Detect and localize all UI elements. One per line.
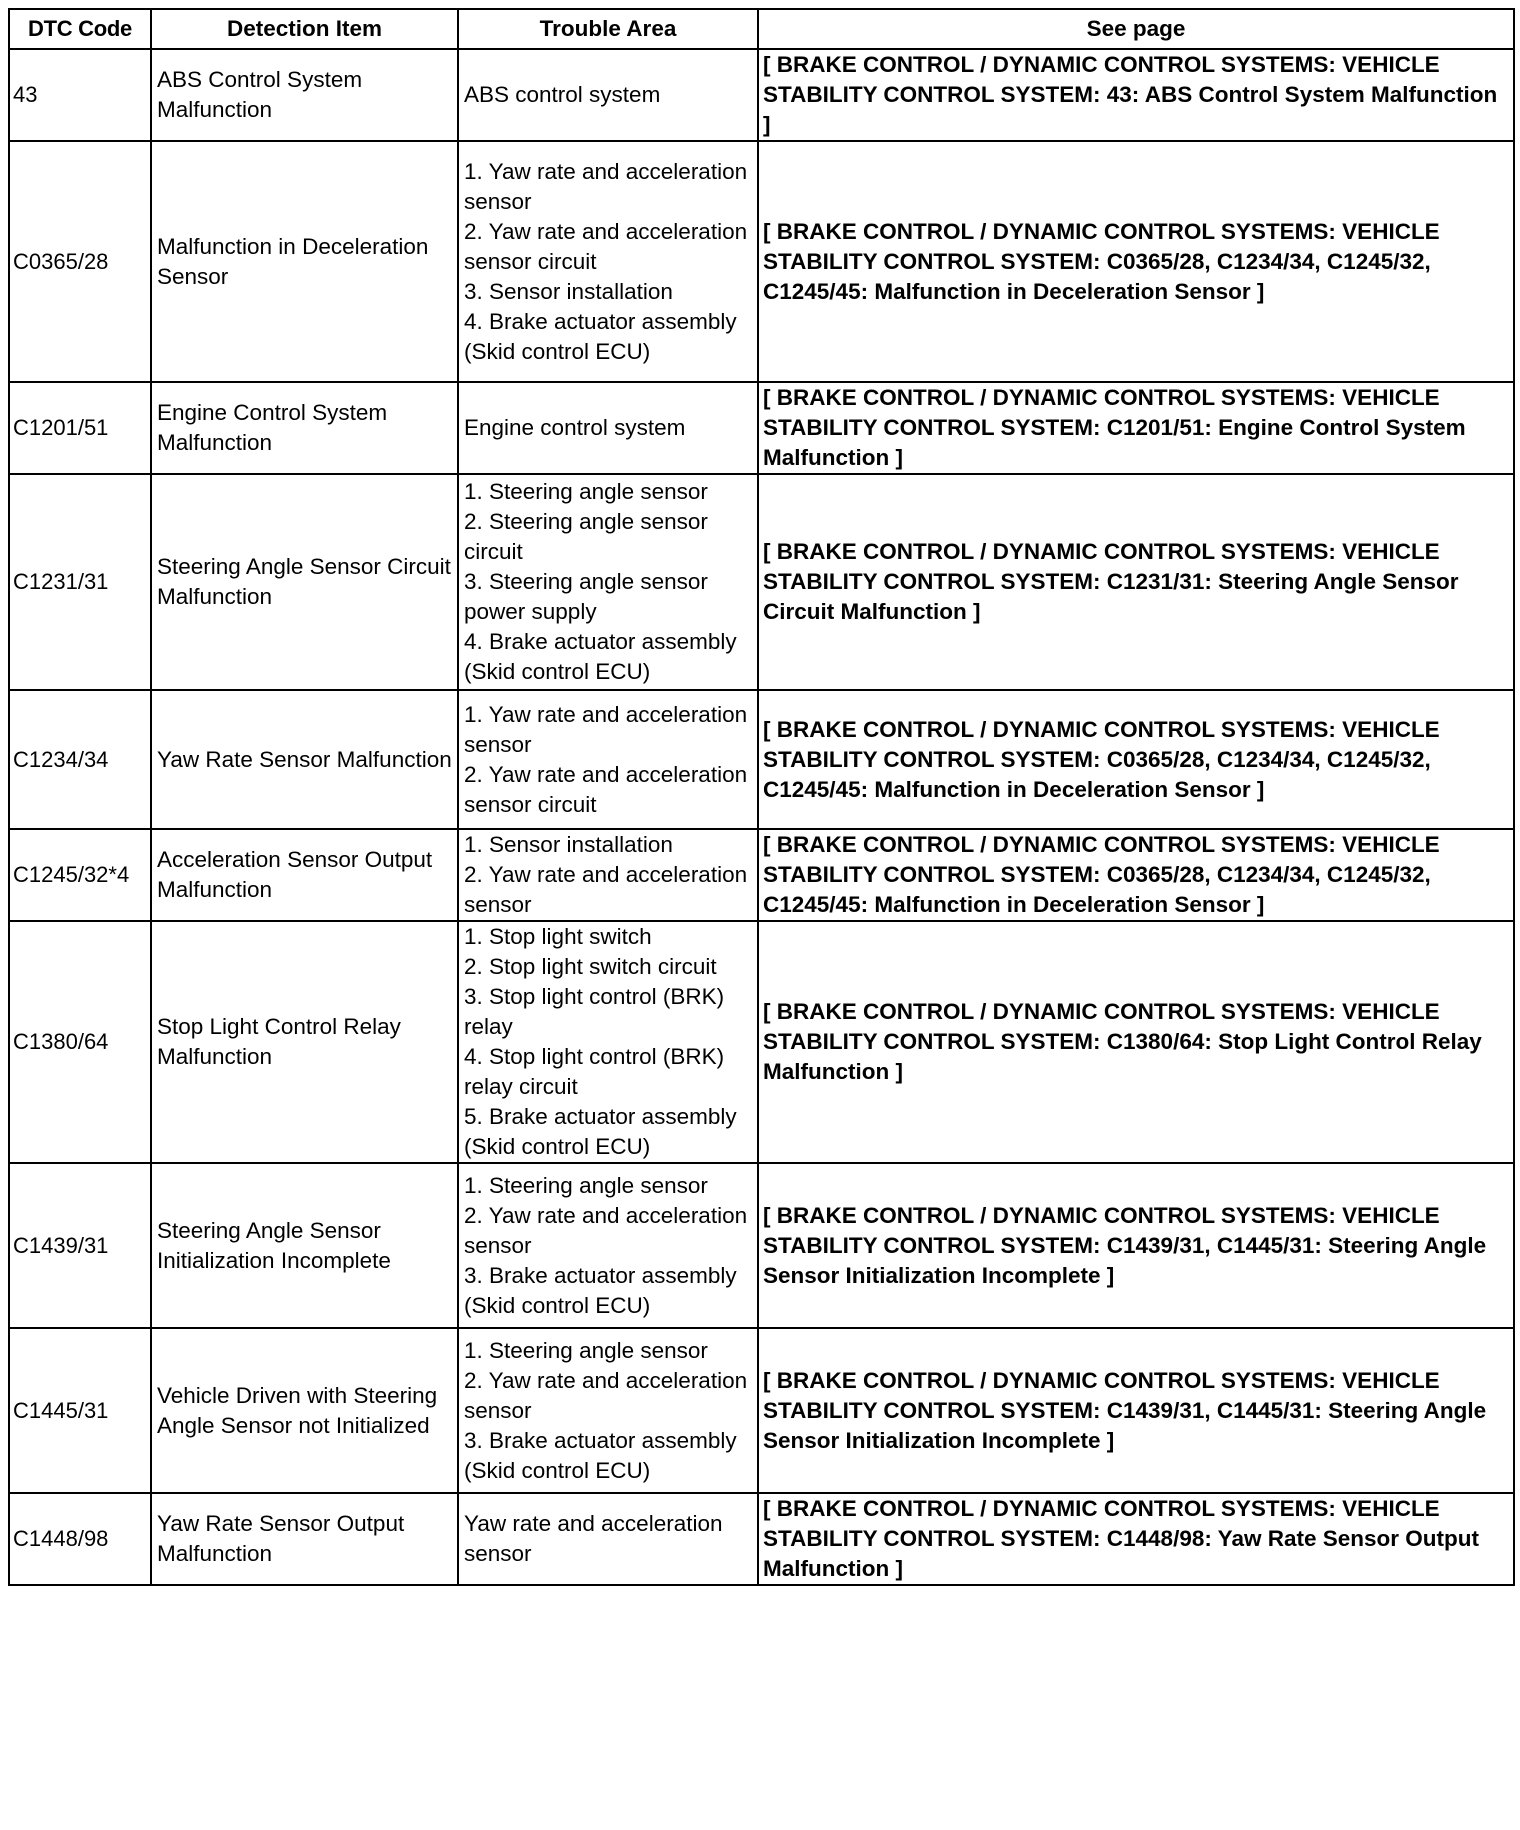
dtc-code-cell: C1201/51 [9,382,151,474]
trouble-area-item: 4. Brake actuator assembly (Skid control ECU) [464,308,737,364]
table-row [9,141,1514,382]
dtc-code-cell: C1231/31 [9,474,151,690]
detection-item-cell: Acceleration Sensor Output Malfunction [151,829,458,921]
see-page-reference: [ BRAKE CONTROL / DYNAMIC CONTROL SYSTEMS: VEHICLE STABILITY CONTROL SYSTEM: C1439/31, C1445/31: Steering Angle Sensor Initialization Incomplete ] [758,1328,1514,1493]
dtc-table [8,8,1515,1586]
trouble-area-item: Engine control system [464,415,686,440]
see-page-reference: [ BRAKE CONTROL / DYNAMIC CONTROL SYSTEMS: VEHICLE STABILITY CONTROL SYSTEM: C1439/31, C1445/31: Steering Angle Sensor Initialization Incomplete ] [758,1163,1514,1328]
trouble-area-item: Yaw rate and acceleration sensor [464,1511,723,1566]
detection-item-cell: Stop Light Control Relay Malfunction [151,921,458,1163]
detection-item-cell: Yaw Rate Sensor Malfunction [151,690,458,829]
see-page-reference: [ BRAKE CONTROL / DYNAMIC CONTROL SYSTEMS: VEHICLE STABILITY CONTROL SYSTEM: C1380/64: Stop Light Control Relay Malfunction ] [758,921,1514,1163]
see-page-reference: [ BRAKE CONTROL / DYNAMIC CONTROL SYSTEMS: VEHICLE STABILITY CONTROL SYSTEM: C0365/28, C1234/34, C1245/32, C1245/45: Malfunction in Deceleration Sensor ] [758,690,1514,829]
trouble-area-item: 3. Brake actuator assembly (Skid control ECU) [464,1427,737,1483]
trouble-area-item: 4. Stop light control (BRK) relay circuit [464,1044,725,1099]
detection-item-cell: Vehicle Driven with Steering Angle Sensor not Initialized [151,1328,458,1493]
dtc-code-cell: C1439/31 [9,1163,151,1328]
trouble-area-item: 3. Steering angle sensor power supply [464,569,708,624]
trouble-area-item: 3. Sensor installation [464,278,673,304]
trouble-area-item: 2. Yaw rate and acceleration sensor circuit [464,761,748,817]
trouble-area-item: 4. Brake actuator assembly (Skid control ECU) [464,629,737,684]
table-body [9,49,1514,1585]
trouble-area-item: 2. Yaw rate and acceleration sensor [464,1202,748,1258]
header-row [9,9,1514,49]
trouble-area-item: ABS control system [464,82,661,107]
detection-item-cell: Malfunction in Deceleration Sensor [151,141,458,382]
table-row [9,921,1514,1163]
dtc-code-cell: C1448/98 [9,1493,151,1585]
dtc-code-cell: C0365/28 [9,141,151,382]
trouble-area-item: 1. Sensor installation [464,832,673,857]
trouble-area-cell [458,382,758,474]
see-page-reference: [ BRAKE CONTROL / DYNAMIC CONTROL SYSTEMS: VEHICLE STABILITY CONTROL SYSTEM: C1448/98: Yaw Rate Sensor Output Malfunction ] [758,1493,1514,1585]
trouble-area-item: 2. Yaw rate and acceleration sensor [464,862,748,917]
dtc-code-cell: 43 [9,49,151,141]
see-page-reference: [ BRAKE CONTROL / DYNAMIC CONTROL SYSTEMS: VEHICLE STABILITY CONTROL SYSTEM: C0365/28, C1234/34, C1245/32, C1245/45: Malfunction in Deceleration Sensor ] [758,829,1514,921]
dtc-code-cell: C1445/31 [9,1328,151,1493]
trouble-area-item: 1. Stop light switch [464,924,652,949]
trouble-area-item: 1. Steering angle sensor [464,479,708,504]
trouble-area-item: 2. Yaw rate and acceleration sensor circuit [464,218,748,274]
trouble-area-cell [458,1328,758,1493]
header-dtc-code: DTC Code [9,9,151,49]
see-page-reference: [ BRAKE CONTROL / DYNAMIC CONTROL SYSTEMS: VEHICLE STABILITY CONTROL SYSTEM: C1231/31: Steering Angle Sensor Circuit Malfunction ] [758,474,1514,690]
trouble-area-cell [458,141,758,382]
dtc-code-cell: C1245/32*4 [9,829,151,921]
table-row [9,1328,1514,1493]
header-detection-item: Detection Item [151,9,458,49]
trouble-area-item: 1. Steering angle sensor [464,1337,708,1363]
table-row [9,49,1514,141]
detection-item-cell: Engine Control System Malfunction [151,382,458,474]
detection-item-cell: Steering Angle Sensor Initialization Incomplete [151,1163,458,1328]
table-row [9,829,1514,921]
dtc-code-cell: C1234/34 [9,690,151,829]
trouble-area-item: 1. Yaw rate and acceleration sensor [464,158,748,214]
trouble-area-cell [458,474,758,690]
table-header [9,9,1514,49]
table-row [9,474,1514,690]
trouble-area-item: 1. Yaw rate and acceleration sensor [464,701,748,757]
trouble-area-cell [458,829,758,921]
dtc-code-cell: C1380/64 [9,921,151,1163]
table-row [9,1493,1514,1585]
see-page-reference: [ BRAKE CONTROL / DYNAMIC CONTROL SYSTEMS: VEHICLE STABILITY CONTROL SYSTEM: 43: ABS Control System Malfunction ] [758,49,1514,141]
trouble-area-cell [458,1493,758,1585]
see-page-reference: [ BRAKE CONTROL / DYNAMIC CONTROL SYSTEMS: VEHICLE STABILITY CONTROL SYSTEM: C0365/28, C1234/34, C1245/32, C1245/45: Malfunction in Deceleration Sensor ] [758,141,1514,382]
table-row [9,1163,1514,1328]
trouble-area-cell [458,49,758,141]
trouble-area-item: 1. Steering angle sensor [464,1172,708,1198]
header-see-page: See page [758,9,1514,49]
trouble-area-item: 3. Stop light control (BRK) relay [464,984,725,1039]
trouble-area-item: 5. Brake actuator assembly (Skid control ECU) [464,1104,737,1159]
trouble-area-item: 2. Yaw rate and acceleration sensor [464,1367,748,1423]
detection-item-cell: Steering Angle Sensor Circuit Malfunction [151,474,458,690]
header-trouble-area: Trouble Area [458,9,758,49]
see-page-reference: [ BRAKE CONTROL / DYNAMIC CONTROL SYSTEMS: VEHICLE STABILITY CONTROL SYSTEM: C1201/51: Engine Control System Malfunction ] [758,382,1514,474]
trouble-area-item: 2. Steering angle sensor circuit [464,509,708,564]
detection-item-cell: Yaw Rate Sensor Output Malfunction [151,1493,458,1585]
trouble-area-item: 3. Brake actuator assembly (Skid control ECU) [464,1262,737,1318]
trouble-area-item: 2. Stop light switch circuit [464,954,717,979]
detection-item-cell: ABS Control System Malfunction [151,49,458,141]
trouble-area-cell [458,921,758,1163]
trouble-area-cell [458,1163,758,1328]
table-row [9,690,1514,829]
trouble-area-cell [458,690,758,829]
table-row [9,382,1514,474]
